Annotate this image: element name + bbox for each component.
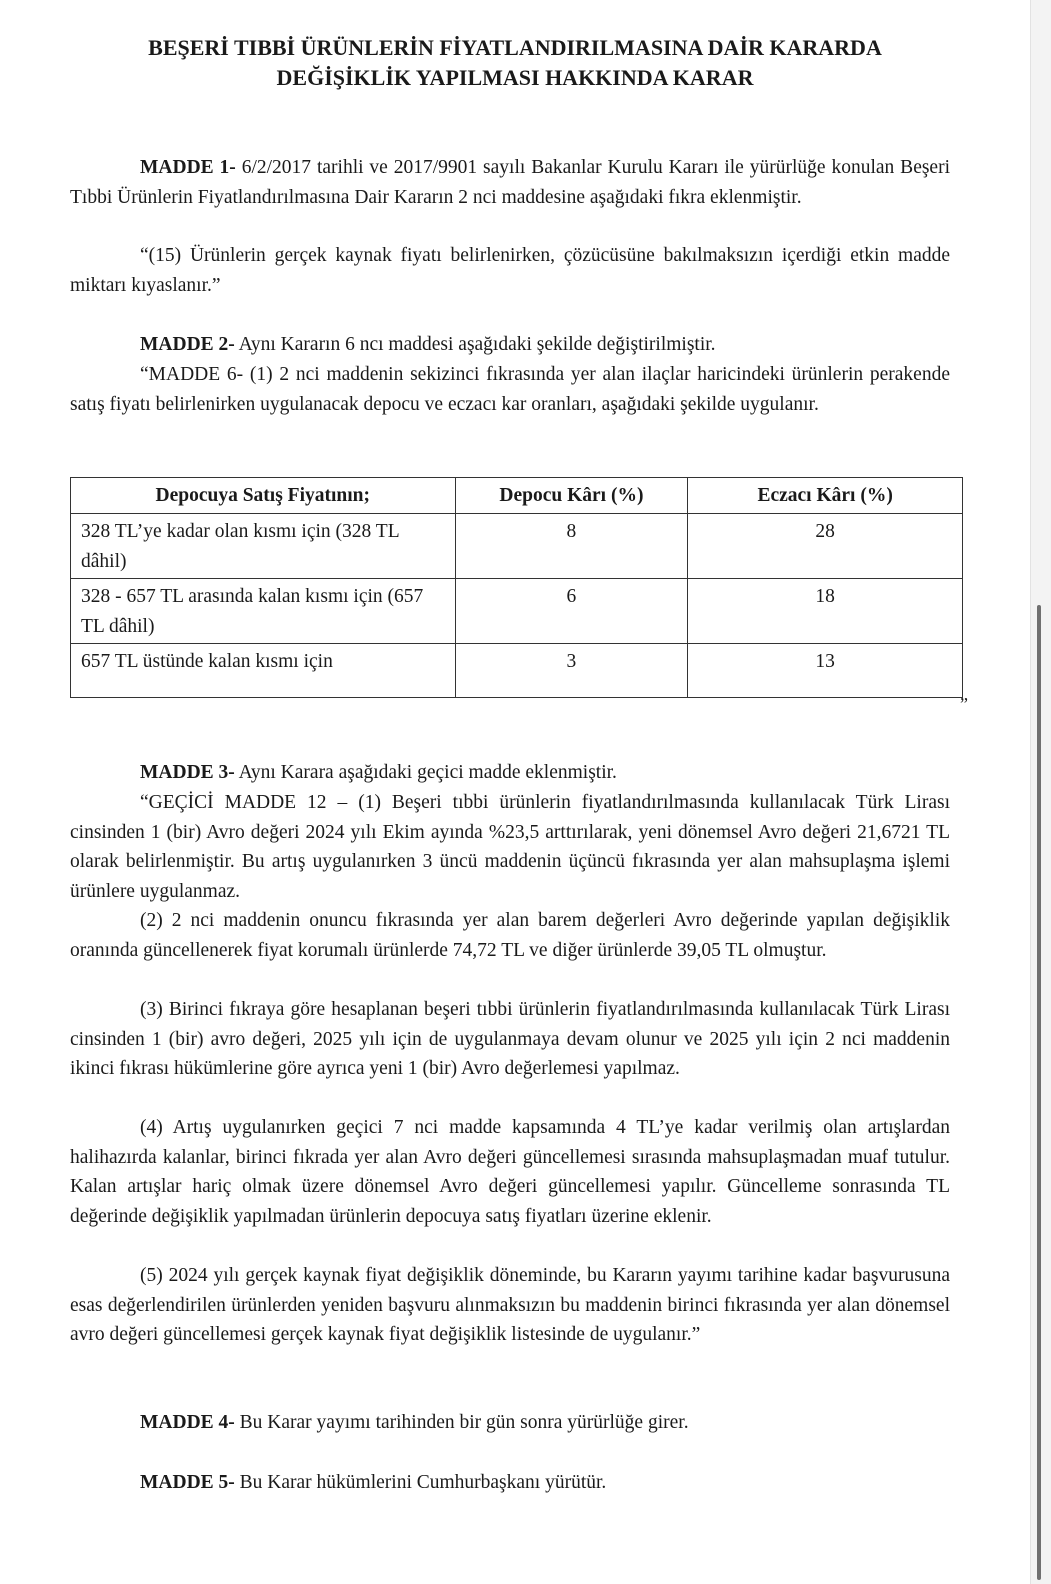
- madde-5: [70, 1468, 950, 1498]
- madde-3-paragraph-2: (2) 2 nci maddenin onuncu fıkrasında yer alan barem değerleri Avro değerinde yapılan değişiklik oranında güncellenerek fiyat korumalı ürünlerde 74,72 TL ve diğer ürünlerde 39,05 TL olmuştur.: [70, 910, 950, 961]
- madde-3-paragraph-1: “GEÇİCİ MADDE 12 – (1) Beşeri tıbbi ürünlerin fiyatlandırılmasında kullanılacak Türk Lirası cinsinden 1 (bir) Avro değeri 2024 yılı Ekim ayında %23,5 arttırılarak, yeni dönemsel Avro değeri 21,6721 TL olarak belirlenmiştir. Bu artış uygulanırken 3 üncü maddenin üçüncü fıkrasında yer alan mahsuplaşma işlemi ürünlere uygulanmaz.: [70, 792, 950, 902]
- madde-2: [70, 330, 950, 360]
- profit-rate-table: [70, 477, 963, 698]
- table-closing-quote: ”: [960, 694, 968, 714]
- table-row: [71, 644, 963, 698]
- table-cell-depocu: 8: [455, 514, 688, 579]
- madde-2-label: MADDE 2-: [140, 334, 235, 355]
- madde-1-label: MADDE 1-: [140, 157, 236, 178]
- madde-1: [70, 153, 950, 212]
- table-cell-eczaci: 13: [688, 644, 963, 698]
- madde-2-text: Aynı Kararın 6 ncı maddesi aşağıdaki şekilde değiştirilmiştir.: [238, 334, 716, 355]
- table-row: [71, 514, 963, 579]
- table-cell-eczaci: 18: [688, 579, 963, 644]
- madde-3-text: Aynı Karara aşağıdaki geçici madde eklenmiştir.: [238, 762, 617, 783]
- madde-3-paragraph-3: (3) Birinci fıkraya göre hesaplanan beşeri tıbbi ürünlerin fiyatlandırılmasında kullanılacak Türk Lirası cinsinden 1 (bir) avro değeri, 2025 yılı için de uygulanmaya devam olunur ve 2025 yılı için 2 nci maddenin ikinci fıkrası hükümlerine göre ayrıca yeni 1 (bir) Avro değerlemesi yapılmaz.: [70, 999, 950, 1079]
- madde-4-text: Bu Karar yayımı tarihinden bir gün sonra yürürlüğe girer.: [239, 1412, 689, 1433]
- madde-3-paragraph-5: (5) 2024 yılı gerçek kaynak fiyat değişiklik döneminde, bu Kararın yayımı tarihine kadar başvurusuna esas değerlendirilen ürünlerden yeniden başvuru alınmaksızın bu maddenin birinci fıkrasında yer alan dönemsel avro değeri güncellemesi gerçek kaynak fiyat değişiklik listesinde de uygulanır.”: [70, 1265, 950, 1345]
- madde-4-label: MADDE 4-: [140, 1412, 235, 1433]
- table-cell-depocu: 3: [455, 644, 688, 698]
- madde-5-label: MADDE 5-: [140, 1472, 235, 1493]
- madde-1-text: 6/2/2017 tarihli ve 2017/9901 sayılı Bakanlar Kurulu Kararı ile yürürlüğe konulan Beşeri Tıbbi Ürünlerin Fiyatlandırılmasına Dair Kararın 2 nci maddesine aşağıdaki fıkra eklenmiştir.: [70, 157, 950, 208]
- table-header-depocu: Depocu Kârı (%): [455, 478, 688, 514]
- table-cell-eczaci: 28: [688, 514, 963, 579]
- table-cell-depocu: 6: [455, 579, 688, 644]
- vertical-scrollbar[interactable]: [1037, 605, 1041, 1580]
- madde-3: [70, 758, 950, 788]
- madde-4: [70, 1408, 950, 1438]
- document-title-line-2: DEĞİŞİKLİK YAPILMASI HAKKINDA KARAR: [276, 65, 754, 90]
- madde-2-quote: “MADDE 6- (1) 2 nci maddenin sekizinci fıkrasında yer alan ilaçlar haricindeki ürünlerin perakende satış fiyatı belirlenirken uygulanacak depocu ve eczacı kar oranları, aşağıdaki şekilde uygulanır.: [70, 364, 950, 415]
- madde-1-quote: “(15) Ürünlerin gerçek kaynak fiyatı belirlenirken, çözücüsüne bakılmaksızın içerdiği etkin madde miktarı kıyaslanır.”: [70, 245, 950, 296]
- table-header-row: [71, 478, 963, 514]
- table-header-eczaci: Eczacı Kârı (%): [688, 478, 963, 514]
- madde-3-label: MADDE 3-: [140, 762, 235, 783]
- document-title-line-1: BEŞERİ TIBBİ ÜRÜNLERİN FİYATLANDIRILMASINA DAİR KARARDA: [148, 35, 882, 60]
- table-header-range: Depocuya Satış Fiyatının;: [71, 478, 456, 514]
- madde-3-paragraph-4: (4) Artış uygulanırken geçici 7 nci madde kapsamında 4 TL’ye kadar verilmiş olan artışlardan halihazırda kalanlar, birinci fıkrada yer alan Avro değeri güncellemesi sırasında mahsuplaşmadan muaf tutulur. Kalan artışlar hariç olmak üzere dönemsel Avro değeri güncellemesi yapılır. Güncelleme sonrasında TL değerinde değişiklik yapılmadan ürünlerin depocuya satış fiyatları üzerine eklenir.: [70, 1117, 950, 1227]
- table-row: [71, 579, 963, 644]
- table-cell-range: 328 - 657 TL arasında kalan kısmı için (657 TL dâhil): [71, 579, 456, 644]
- madde-5-text: Bu Karar hükümlerini Cumhurbaşkanı yürütür.: [239, 1472, 607, 1493]
- table-cell-range: 657 TL üstünde kalan kısmı için: [71, 644, 456, 698]
- table-cell-range: 328 TL’ye kadar olan kısmı için (328 TL dâhil): [71, 514, 456, 579]
